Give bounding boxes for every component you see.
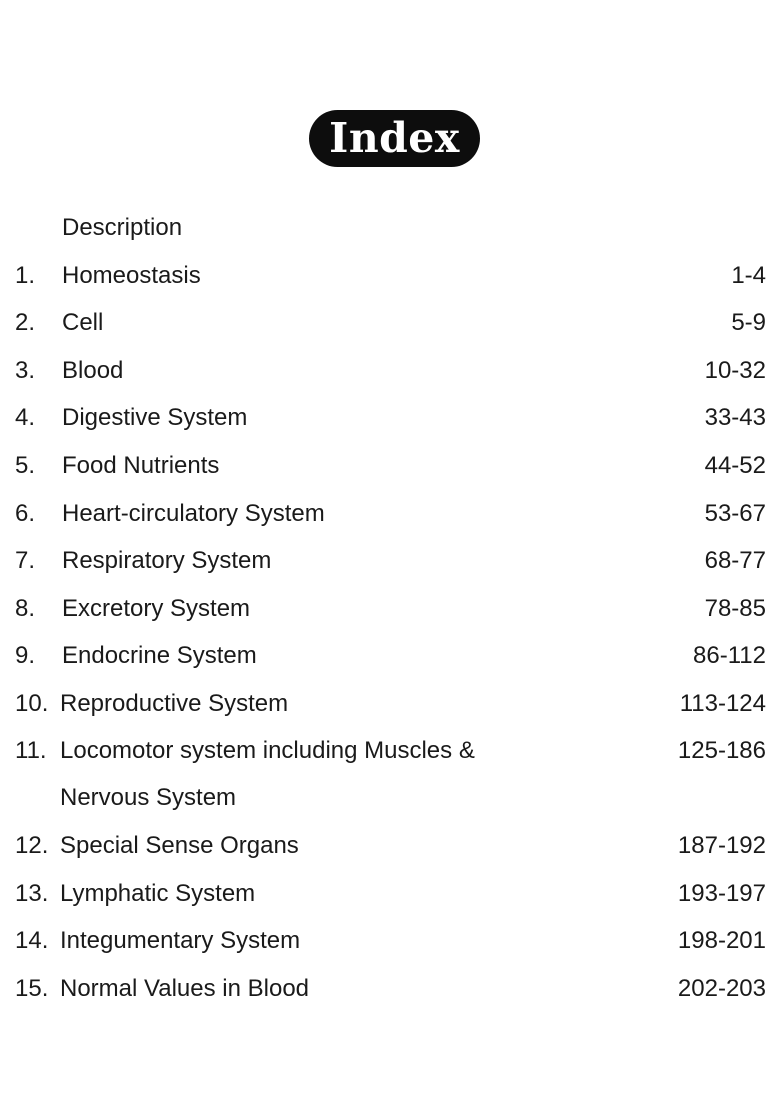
entry-pages: 193-197 bbox=[677, 880, 766, 907]
index-entry-reproductive-system bbox=[0, 688, 780, 720]
entry-label: Respiratory System bbox=[62, 547, 272, 574]
entry-number: 2. bbox=[15, 309, 36, 336]
entry-label: Cell bbox=[62, 309, 104, 336]
entry-pages: 86-112 bbox=[693, 642, 766, 669]
entry-label: Excretory System bbox=[62, 595, 251, 622]
index-entry-excretory-system bbox=[0, 593, 780, 625]
index-entry-locomotor-system bbox=[0, 735, 780, 811]
entry-number: 12. bbox=[15, 832, 49, 859]
entry-number: 11. bbox=[15, 737, 47, 764]
entry-pages: 5-9 bbox=[731, 309, 766, 336]
entry-label-continuation: Nervous System bbox=[60, 784, 237, 811]
entry-number: 4. bbox=[15, 404, 36, 431]
entry-pages: 78-85 bbox=[704, 595, 766, 622]
index-entry-respiratory-system bbox=[0, 545, 780, 577]
index-entry-lymphatic-system bbox=[0, 878, 780, 910]
entry-label: Blood bbox=[62, 357, 124, 384]
entry-pages: 113-124 bbox=[679, 690, 766, 717]
entry-label: Food Nutrients bbox=[62, 452, 220, 479]
entry-number: 1. bbox=[15, 262, 36, 289]
index-entry-integumentary-system bbox=[0, 925, 780, 957]
entry-number: 10. bbox=[15, 690, 49, 717]
entry-number: 5. bbox=[15, 452, 36, 479]
entry-label: Heart-circulatory System bbox=[62, 500, 325, 527]
index-entry-blood bbox=[0, 355, 780, 387]
entry-label: Integumentary System bbox=[60, 927, 301, 954]
page-title: Index bbox=[309, 110, 480, 167]
entry-number: 13. bbox=[15, 880, 49, 907]
entry-number: 3. bbox=[15, 357, 36, 384]
entry-pages: 125-186 bbox=[677, 737, 766, 764]
entry-number: 14. bbox=[15, 927, 49, 954]
index-entry-digestive-system bbox=[0, 402, 780, 434]
entry-number: 7. bbox=[15, 547, 36, 574]
entry-pages: 53-67 bbox=[704, 500, 766, 527]
index-entry-endocrine-system bbox=[0, 640, 780, 672]
index-entry-food-nutrients bbox=[0, 450, 780, 482]
entry-number: 15. bbox=[15, 975, 49, 1002]
entry-label: Homeostasis bbox=[62, 262, 201, 289]
description-column-header: Description bbox=[62, 214, 183, 241]
entry-label: Normal Values in Blood bbox=[60, 975, 310, 1002]
entry-pages: 187-192 bbox=[677, 832, 766, 859]
entry-label: Endocrine System bbox=[62, 642, 257, 669]
entry-pages: 10-32 bbox=[704, 357, 766, 384]
index-entry-special-sense-organs bbox=[0, 830, 780, 862]
entry-pages: 33-43 bbox=[704, 404, 766, 431]
index-entry-normal-values-in-blood bbox=[0, 973, 780, 1005]
entry-number: 8. bbox=[15, 595, 36, 622]
index-entry-cell bbox=[0, 307, 780, 339]
entry-label: Digestive System bbox=[62, 404, 248, 431]
entry-pages: 202-203 bbox=[677, 975, 766, 1002]
entry-label: Locomotor system including Muscles & bbox=[60, 737, 475, 764]
entry-pages: 198-201 bbox=[677, 927, 766, 954]
entry-label: Lymphatic System bbox=[60, 880, 256, 907]
index-entry-homeostasis bbox=[0, 260, 780, 292]
entry-label: Reproductive System bbox=[60, 690, 289, 717]
entry-number: 9. bbox=[15, 642, 36, 669]
entry-number: 6. bbox=[15, 500, 36, 527]
entry-pages: 1-4 bbox=[731, 262, 766, 289]
index-entry-heart-circulatory-system bbox=[0, 498, 780, 530]
entry-pages: 44-52 bbox=[704, 452, 766, 479]
entry-label: Special Sense Organs bbox=[60, 832, 299, 859]
entry-pages: 68-77 bbox=[704, 547, 766, 574]
